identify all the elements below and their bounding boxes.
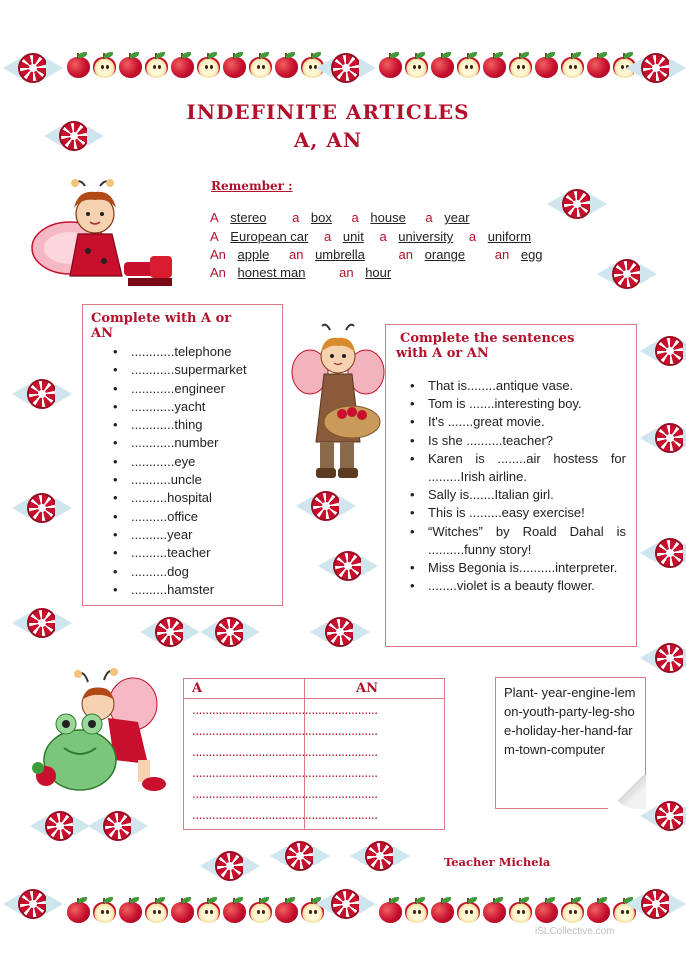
candy-icon <box>626 886 686 922</box>
list-item: • “Witches” by Roald Dahal is ..........funny story! <box>406 523 626 559</box>
apple-icon <box>144 52 169 78</box>
exercise-1-title-cont: AN <box>91 326 113 341</box>
apple-icon <box>222 897 247 923</box>
list-item: • This is .........easy exercise! <box>406 504 626 522</box>
exercise-2-title-cont: with A or AN <box>396 346 489 361</box>
apple-icon <box>482 897 507 923</box>
apple-icon <box>560 52 585 78</box>
apple-icon <box>430 897 455 923</box>
apple-icon <box>248 897 273 923</box>
candy-icon <box>88 808 148 844</box>
candy-icon <box>626 50 686 86</box>
apple-icon <box>378 897 403 923</box>
list-item: • ..........dog <box>109 563 274 581</box>
list-item: • ..........teacher <box>109 544 274 562</box>
page-curl <box>608 775 646 809</box>
list-item: • That is........antique vase. <box>406 377 626 395</box>
exercise-1-title: Complete with A or <box>91 311 232 326</box>
example-line: An honest man an hour <box>210 265 392 280</box>
exercise-2-box <box>385 324 637 647</box>
exercise-2-title: Complete the sentences <box>400 331 575 346</box>
candy-icon <box>12 376 72 412</box>
list-item: • ............yacht <box>109 398 274 416</box>
list-item: • ............number <box>109 434 274 452</box>
apple-icon <box>482 52 507 78</box>
example-line: A stereo a box a house a year <box>210 210 470 225</box>
list-item: • Sally is.......Italian girl. <box>406 486 626 504</box>
candy-icon <box>270 838 330 874</box>
apple-icon <box>456 897 481 923</box>
table-header-line <box>184 698 444 699</box>
apple-icon <box>534 52 559 78</box>
remember-heading: Remember : <box>211 179 293 193</box>
candy-icon <box>640 420 686 456</box>
apple-icon <box>248 52 273 78</box>
apple-border-bottom-right <box>378 893 637 927</box>
answer-line: ........................................................ <box>192 787 378 801</box>
apple-border-bottom-left <box>66 893 325 927</box>
candy-icon <box>200 848 260 884</box>
apple-icon <box>378 52 403 78</box>
list-item: • Is she ..........teacher? <box>406 432 626 450</box>
apple-icon <box>92 52 117 78</box>
apple-icon <box>170 897 195 923</box>
candy-icon <box>640 535 686 571</box>
list-item: • ..........hamster <box>109 581 274 599</box>
girl-with-basket-illustration <box>290 322 386 482</box>
list-item: • Miss Begonia is..........interpreter. <box>406 559 626 577</box>
apple-icon <box>274 897 299 923</box>
answer-line: ........................................................ <box>192 745 378 759</box>
apple-icon <box>560 897 585 923</box>
page-title: INDEFINITE ARTICLES <box>186 100 470 124</box>
candy-icon <box>640 798 686 834</box>
teacher-signature: Teacher Michela <box>444 855 551 869</box>
apple-icon <box>118 52 143 78</box>
list-item: • ..........hospital <box>109 489 274 507</box>
candy-icon <box>296 488 356 524</box>
candy-icon <box>30 808 90 844</box>
sorting-table <box>183 678 445 830</box>
list-item: • ..........office <box>109 508 274 526</box>
word-list-note <box>495 677 646 809</box>
candy-icon <box>12 605 72 641</box>
candy-icon <box>140 614 200 650</box>
apple-icon <box>534 897 559 923</box>
frog-and-doll-illustration <box>28 664 178 800</box>
candy-icon <box>318 548 378 584</box>
ladybug-doll-illustration <box>30 176 180 300</box>
exercise-2-list <box>406 377 626 595</box>
apple-icon <box>274 52 299 78</box>
watermark: iSLCollective.com <box>535 926 615 937</box>
list-item: • ............telephone <box>109 343 274 361</box>
apple-icon <box>92 897 117 923</box>
apple-icon <box>456 52 481 78</box>
list-item: • ........violet is a beauty flower. <box>406 577 626 595</box>
candy-icon <box>12 490 72 526</box>
apple-icon <box>196 52 221 78</box>
example-line: A European car a unit a university a uniform <box>210 229 532 244</box>
list-item: • Tom is .......interesting boy. <box>406 395 626 413</box>
apple-icon <box>118 897 143 923</box>
example-line: An apple an umbrella an orange an egg <box>210 247 543 262</box>
candy-icon <box>310 614 370 650</box>
apple-icon <box>222 52 247 78</box>
exercise-1-box <box>82 304 283 606</box>
column-header-an: AN <box>356 681 378 696</box>
apple-icon <box>586 897 611 923</box>
candy-icon <box>200 614 260 650</box>
column-header-a: A <box>192 681 203 696</box>
apple-icon <box>66 52 91 78</box>
candy-icon <box>316 50 376 86</box>
apple-icon <box>404 897 429 923</box>
exercise-1-list <box>109 343 274 599</box>
apple-icon <box>404 52 429 78</box>
candy-icon <box>3 50 63 86</box>
answer-line: ........................................................ <box>192 808 378 822</box>
list-item: • ............supermarket <box>109 361 274 379</box>
list-item: • Karen is ........air hostess for .........Irish airline. <box>406 450 626 486</box>
apple-icon <box>196 897 221 923</box>
list-item: • ............engineer <box>109 380 274 398</box>
word-list-text: Plant- year-engine-lemon-youth-party-leg-shoe-holiday-her-hand-farm-town-computer <box>504 685 636 757</box>
answer-line: ........................................................ <box>192 766 378 780</box>
list-item: • It's .......great movie. <box>406 413 626 431</box>
candy-icon <box>350 838 410 874</box>
candy-icon <box>640 640 686 676</box>
list-item: • ...........uncle <box>109 471 274 489</box>
apple-icon <box>144 897 169 923</box>
page-subtitle: A, AN <box>293 128 363 152</box>
apple-icon <box>66 897 91 923</box>
apple-icon <box>170 52 195 78</box>
list-item: • ..........year <box>109 526 274 544</box>
candy-icon <box>547 186 607 222</box>
apple-border-top-right <box>378 48 637 82</box>
apple-icon <box>430 52 455 78</box>
apple-icon <box>508 52 533 78</box>
answer-line: ........................................................ <box>192 703 378 717</box>
apple-icon <box>508 897 533 923</box>
apple-border-top-left <box>66 48 325 82</box>
candy-icon <box>640 333 686 369</box>
candy-icon <box>316 886 376 922</box>
apple-icon <box>586 52 611 78</box>
candy-icon <box>597 256 657 292</box>
candy-icon <box>3 886 63 922</box>
list-item: • ............thing <box>109 416 274 434</box>
list-item: • ............eye <box>109 453 274 471</box>
answer-line: ........................................................ <box>192 724 378 738</box>
